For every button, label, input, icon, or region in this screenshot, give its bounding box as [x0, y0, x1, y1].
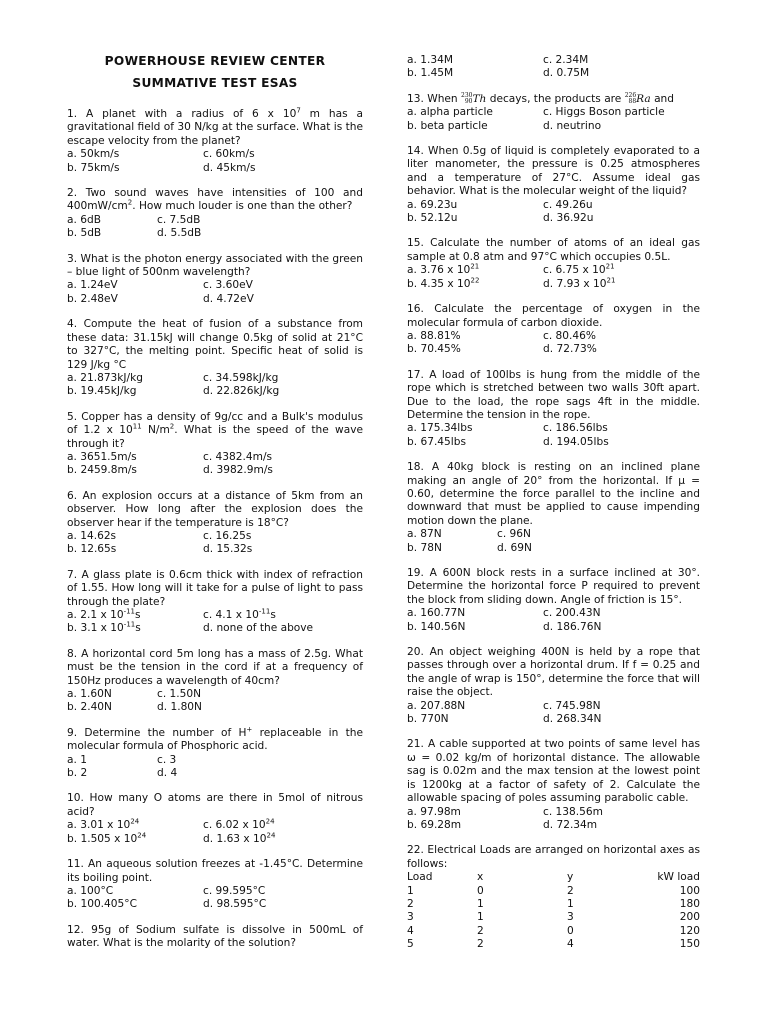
document-title: POWERHOUSE REVIEW CENTER — [104, 54, 326, 68]
table-row — [407, 898, 700, 911]
document-subtitle: SUMMATIVE TEST ESAS — [132, 76, 298, 90]
table-cell: 4 — [567, 938, 574, 951]
option-c: c. 138.56m — [543, 805, 603, 818]
option-c: c. Higgs Boson particle — [543, 106, 665, 119]
table-cell: 100 — [679, 884, 700, 897]
options — [407, 264, 700, 291]
question-17 — [407, 369, 700, 449]
option-a: a. alpha particle — [407, 106, 493, 119]
left-column — [67, 54, 363, 963]
load-table — [407, 871, 700, 951]
options — [67, 609, 363, 636]
question-5 — [67, 411, 363, 478]
table-cell: 1 — [567, 897, 574, 910]
option-d: d. 4.72eV — [203, 292, 254, 305]
table-cell: 1 — [407, 884, 414, 897]
question-stem: 18. A 40kg block is resting on an inclined plane making an angle of 20° from the horizontal. If μ = 0.60, determine the force parallel to the incline and downward that must be applied to cause impending motion down the plane. — [407, 461, 700, 527]
question-4 — [67, 318, 363, 398]
option-a: a. 3651.5m/s — [67, 450, 137, 463]
option-d: d. 7.93 x $10^{21}$ — [543, 276, 616, 290]
question-9 — [67, 727, 363, 781]
option-c: c. 186.56lbs — [543, 422, 608, 435]
table-cell: 0 — [567, 924, 574, 937]
option-b: b. 69.28m — [407, 818, 462, 831]
option-b: b. 70.45% — [407, 343, 461, 356]
option-d: d. 4 — [157, 767, 178, 780]
option-a: a. 1.60N — [67, 688, 112, 701]
options — [407, 330, 700, 357]
options — [407, 422, 700, 449]
option-a: a. 97.98m — [407, 805, 461, 818]
option-b: b. 1.45M — [407, 67, 454, 80]
option-b: b. 2459.8m/s — [67, 464, 137, 477]
question-stem: 15. Calculate the number of atoms of an ideal gas sample at 0.8 atm and 97°C which occupies 0.5L. — [407, 237, 700, 263]
table-cell: 3 — [567, 911, 574, 924]
options — [407, 199, 700, 226]
question-stem: 12. 95g of Sodium sulfate is dissolve in 500mL of water. What is the molarity of the solution? — [67, 923, 363, 950]
option-b: b. 78N — [407, 541, 442, 554]
option-d: d. 1.63 x $10^{24}$ — [203, 831, 276, 845]
question-stem: 13. When 230 90Th decays, the products are 226 88Ra and — [407, 91, 675, 105]
question-14 — [407, 145, 700, 225]
option-b: b. 4.35 x $10^{22}$ — [407, 276, 480, 290]
option-a: a. 3.01 x $10^{24}$ — [67, 817, 140, 832]
option-c: c. 2.34M — [543, 54, 589, 66]
table-cell: 2 — [407, 897, 414, 910]
options — [67, 819, 363, 846]
option-d: d. 194.05lbs — [543, 435, 609, 448]
question-stem: 17. A load of 100lbs is hung from the middle of the rope which is stretched between two walls 30ft apart. Due to the load, the rope sags 4ft in the middle. Determine the tension in the rope. — [407, 368, 700, 421]
option-a: a. 175.34lbs — [407, 422, 473, 435]
table-cell: 1 — [477, 897, 484, 910]
options — [407, 607, 700, 634]
option-c: c. 60km/s — [203, 148, 255, 161]
option-d: d. none of the above — [203, 622, 314, 635]
table-cell: 0 — [477, 884, 484, 897]
option-d: d. 268.34N — [543, 713, 602, 726]
options — [67, 754, 363, 781]
option-d: d. 36.92u — [543, 212, 594, 225]
option-a: a. 1.34M — [407, 54, 453, 66]
options — [67, 451, 363, 478]
question-19 — [407, 567, 700, 634]
question-12 — [67, 924, 363, 951]
option-a: a. 1 — [67, 753, 87, 766]
option-a: a. 160.77N — [407, 607, 466, 620]
question-7 — [67, 569, 363, 636]
question-stem: 10. How many O atoms are there in 5mol of nitrous acid? — [67, 792, 363, 818]
question-22 — [407, 844, 700, 951]
options — [67, 688, 363, 715]
option-a: a. 69.23u — [407, 198, 458, 211]
option-d: d. 45km/s — [203, 161, 256, 174]
question-1 — [67, 108, 363, 175]
options — [67, 214, 363, 241]
question-2 — [67, 187, 363, 241]
table-row — [407, 911, 700, 924]
option-c: c. 200.43N — [543, 607, 601, 620]
options — [407, 54, 700, 81]
option-b: b. 2.40N — [67, 701, 112, 714]
option-c: c. 99.595°C — [203, 884, 266, 897]
table-cell: 2 — [477, 924, 484, 937]
thorium-isotope: 230 90Th — [461, 91, 487, 105]
question-stem: 4. Compute the heat of fusion of a substance from these data: 31.15kJ will change 0.5kg of solid at 21°C to 327°C, the melting point. Specific heat of solid is 129 J/kg °C — [67, 318, 363, 371]
options — [407, 106, 700, 133]
option-c: c. 6.02 x $10^{24}$ — [203, 817, 275, 832]
question-16 — [407, 303, 700, 357]
question-stem: 3. What is the photon energy associated with the green – blue light of 500nm wavelength? — [67, 252, 363, 279]
question-stem: 2. Two sound waves have intensities of 100 and $400mW/cm^2$. How much louder is one than the other? — [67, 187, 363, 213]
option-b: b. 5dB — [67, 227, 102, 240]
option-c: c. 7.5dB — [157, 213, 201, 226]
question-stem: 14. When 0.5g of liquid is completely evaporated to a liter manometer, the pressure is 0.25 atmospheres and a temperature of 27°C. Assume ideal gas behavior. What is the molecular weight of the liquid? — [407, 145, 700, 198]
option-c: c. 3 — [157, 753, 177, 766]
table-header-row — [407, 871, 700, 884]
options — [407, 700, 700, 727]
option-a: a. 14.62s — [67, 529, 117, 542]
question-11 — [67, 858, 363, 912]
option-d: d. 72.73% — [543, 343, 597, 356]
option-c: c. 16.25s — [203, 529, 252, 542]
table-cell: 4 — [407, 924, 414, 937]
option-c: c. 4382.4m/s — [203, 450, 273, 463]
option-d: d. neutrino — [543, 119, 602, 132]
question-3 — [67, 253, 363, 307]
question-stem: 9. Determine the number of H+ replaceable in the molecular formula of Phosphoric acid. — [67, 725, 363, 753]
option-a: a. 207.88N — [407, 699, 466, 712]
question-stem: 19. A 600N block rests in a surface inclined at 30°. Determine the horizontal force P required to prevent the block from sliding down. Angle of friction is 15°. — [407, 567, 700, 606]
option-d: d. 72.34m — [543, 818, 598, 831]
option-b: b. beta particle — [407, 119, 488, 132]
option-c: c. 96N — [497, 528, 531, 541]
question-stem: 21. A cable supported at two points of same level has ω = 0.02 kg/m of horizontal distance. The allowable sag is 0.02m and the max tension at the lowest point is 1200kg at a factor of safety of 2. Calculate the allowable spacing of poles assuming parabolic cable. — [407, 738, 700, 805]
right-column — [407, 54, 700, 964]
question-8 — [67, 648, 363, 715]
option-d: d. 22.826kJ/kg — [203, 385, 280, 398]
option-b: b. 2.48eV — [67, 292, 118, 305]
option-a: a. 6dB — [67, 213, 101, 226]
options — [407, 528, 700, 555]
option-d: d. 69N — [497, 541, 532, 554]
table-row — [407, 885, 700, 898]
question-21 — [407, 738, 700, 832]
question-stem: 20. An object weighing 400N is held by a rope that passes through over a horizontal drum. If f = 0.25 and the angle of wrap is 150°, determine the force that will raise the object. — [407, 646, 700, 699]
table-cell: 2 — [477, 938, 484, 951]
option-d: d. 3982.9m/s — [203, 464, 273, 477]
option-b: b. 1.505 x $10^{24}$ — [67, 831, 147, 845]
table-cell: 5 — [407, 938, 414, 951]
option-d: d. 98.595°C — [203, 898, 267, 911]
option-b: b. 770N — [407, 713, 449, 726]
option-c: c. 6.75 x $10^{21}$ — [543, 262, 615, 277]
question-20 — [407, 646, 700, 726]
option-c: c. 49.26u — [543, 198, 593, 211]
table-cell: 2 — [567, 884, 574, 897]
option-d: d. 186.76N — [543, 620, 602, 633]
option-b: b. 67.45lbs — [407, 435, 466, 448]
question-15 — [407, 237, 700, 291]
options — [67, 279, 363, 306]
question-stem: 11. An aqueous solution freezes at -1.45°C. Determine its boiling point. — [67, 858, 363, 884]
options — [407, 806, 700, 833]
question-stem: 22. Electrical Loads are arranged on horizontal axes as follows: — [407, 844, 700, 870]
option-c: c. 4.1 x $10^{-11}s$ — [203, 607, 276, 621]
question-stem: 7. A glass plate is 0.6cm thick with index of refraction of 1.55. How long will it take for a pulse of light to pass through the plate? — [67, 568, 363, 608]
option-b: b. 140.56N — [407, 620, 466, 633]
option-d: d. 1.80N — [157, 701, 202, 714]
options — [67, 885, 363, 912]
question-13 — [407, 93, 700, 133]
header-cell: Load — [407, 871, 433, 884]
option-a: a. 88.81% — [407, 329, 461, 342]
options — [67, 372, 363, 399]
option-b: b. 2 — [67, 767, 88, 780]
options — [67, 148, 363, 175]
table-cell: 150 — [679, 938, 700, 951]
table-row — [407, 938, 700, 951]
header-cell: kW load — [657, 871, 700, 884]
document-header — [67, 54, 363, 98]
question-stem: 6. An explosion occurs at a distance of 5km from an observer. How long after the explosion does the observer hear if the temperature is 18°C? — [67, 489, 363, 529]
radium-isotope: 226 88Ra — [624, 91, 651, 105]
table-row — [407, 925, 700, 938]
option-a: a. 3.76 x $10^{21}$ — [407, 262, 480, 277]
table-cell: 180 — [679, 897, 700, 910]
question-stem: 16. Calculate the percentage of oxygen in the molecular formula of carbon dioxide. — [407, 303, 700, 329]
option-b: b. 3.1 x $10^{-11}s$ — [67, 620, 141, 635]
option-c: c. 34.598kJ/kg — [203, 371, 279, 384]
option-d: d. 5.5dB — [157, 227, 202, 240]
table-cell: 1 — [477, 911, 484, 924]
question-12-options — [407, 54, 700, 81]
table-cell: 200 — [679, 911, 700, 924]
option-b: b. 75km/s — [67, 161, 120, 174]
option-c: c. 1.50N — [157, 688, 202, 701]
option-a: a. 21.873kJ/kg — [67, 371, 143, 384]
option-a: a. 100°C — [67, 884, 114, 897]
question-stem: 1. A planet with a radius of 6 x $10^7$ m has a gravitational field of 30 N/kg at the surface. What is the escape velocity from the planet? — [67, 106, 364, 147]
option-a: a. 2.1 x $10^{-11}s$ — [67, 607, 141, 621]
option-a: a. 50km/s — [67, 148, 120, 161]
option-b: b. 19.45kJ/kg — [67, 385, 137, 398]
option-b: b. 12.65s — [67, 543, 117, 556]
option-a: a. 1.24eV — [67, 279, 118, 292]
option-b: b. 100.405°C — [67, 898, 137, 911]
question-6 — [67, 490, 363, 557]
question-stem: 8. A horizontal cord 5m long has a mass of 2.5g. What must be the tension in the cord if at a frequency of 150Hz produces a wavelength of 40cm? — [67, 647, 363, 687]
options — [67, 530, 363, 557]
question-stem: 5. Copper has a density of 9g/cc and a Bulk's modulus of 1.2 x $10^{11}$ $N/m^2$. What is the speed of the wave through it? — [67, 410, 363, 450]
question-10 — [67, 792, 363, 846]
option-d: d. 15.32s — [203, 543, 253, 556]
question-18 — [407, 461, 700, 555]
option-c: c. 3.60eV — [203, 279, 253, 292]
option-b: b. 52.12u — [407, 212, 458, 225]
header-cell: y — [567, 871, 574, 884]
option-d: d. 0.75M — [543, 67, 590, 80]
option-a: a. 87N — [407, 528, 442, 541]
table-cell: 3 — [407, 911, 414, 924]
header-cell: x — [477, 871, 484, 884]
option-c: c. 80.46% — [543, 329, 596, 342]
option-c: c. 745.98N — [543, 699, 601, 712]
table-cell: 120 — [679, 924, 700, 937]
